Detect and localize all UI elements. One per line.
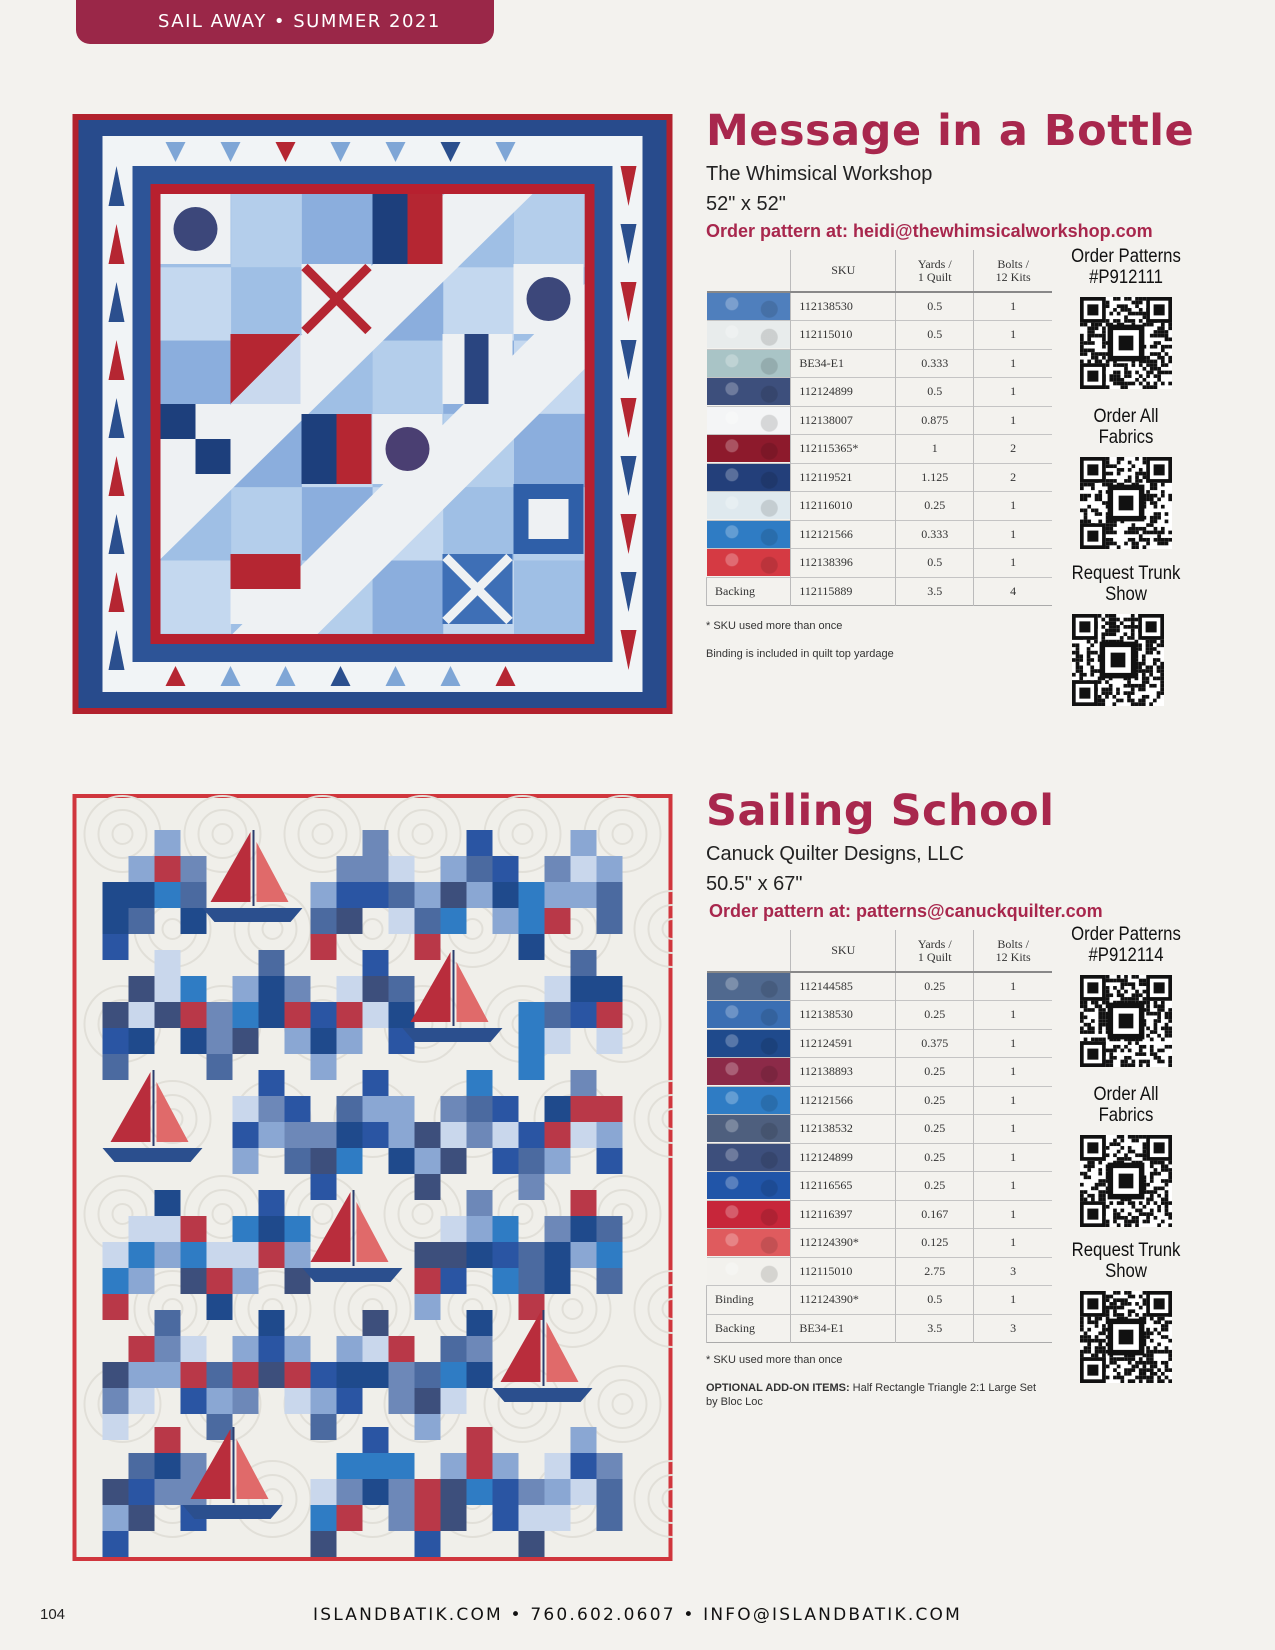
order-fabrics-qr-icon[interactable] [1080,457,1172,549]
bolts-cell: 1 [974,1115,1052,1144]
bolts-cell: 1 [974,1200,1052,1229]
pattern-size: 50.5" x 67" [706,873,803,895]
bolts-cell: 1 [974,1143,1052,1172]
table-note: OPTIONAL ADD-ON ITEMS: Half Rectangle Triangle 2:1 Large Set [706,1382,1037,1394]
fabric-swatch [707,1058,791,1087]
table-row [707,1286,1053,1315]
table-row [707,520,1053,549]
yards-cell: 0.25 [896,972,974,1001]
fabric-swatch [707,463,791,492]
swatch-header [707,250,791,292]
yards-cell: 0.25 [896,1001,974,1030]
table-note: Binding is included in quilt top yardage [706,648,894,660]
bolts-cell: 1 [974,406,1052,435]
sku-cell: 112121566 [791,1086,896,1115]
table-row [707,492,1053,521]
table-row [707,406,1053,435]
order-patterns-label[interactable]: Order Patterns #P912111 [1071,246,1181,288]
fabric-swatch [707,378,791,407]
sku-cell: 112124899 [791,378,896,407]
fabric-swatch [707,292,791,321]
row-label: Backing [707,1314,791,1343]
sku-cell: 112115889 [791,577,896,606]
table-row [707,321,1053,350]
yards-cell: 0.875 [896,406,974,435]
bolts-cell: 1 [974,1172,1052,1201]
sku-cell: 112124390* [791,1286,896,1315]
sku-header: SKU [791,250,896,292]
bolts-cell: 4 [974,577,1052,606]
table-row [707,435,1053,464]
fabric-swatch [707,1086,791,1115]
trunk-show-qr-icon[interactable] [1072,614,1164,706]
table-row [707,577,1053,606]
order-pattern-link[interactable]: Order pattern at: patterns@canuckquilter.com [709,901,1103,921]
sku-cell: 112138530 [791,292,896,321]
table-row [707,1029,1053,1058]
table-row [707,1229,1053,1258]
bolts-cell: 1 [974,1029,1052,1058]
yards-cell: 0.333 [896,349,974,378]
sku-cell: 112138532 [791,1115,896,1144]
bolts-cell: 1 [974,378,1052,407]
table-row [707,1058,1053,1087]
row-label: Binding [707,1286,791,1315]
row-label: Backing [707,577,791,606]
order-patterns-label[interactable]: Order Patterns #P912114 [1071,924,1181,966]
yards-cell: 0.167 [896,1200,974,1229]
fabric-swatch [707,1172,791,1201]
sku-cell: 112121566 [791,520,896,549]
order-fabrics-label[interactable]: Order All Fabrics [1093,406,1159,448]
sku-cell: 112116397 [791,1200,896,1229]
trunk-show-qr-icon[interactable] [1080,1291,1172,1383]
yards-cell: 0.5 [896,378,974,407]
sku-cell: 112124591 [791,1029,896,1058]
yards-cell: 0.5 [896,321,974,350]
sku-cell: 112115365* [791,435,896,464]
sku-cell: 112144585 [791,972,896,1001]
fabric-swatch [707,1115,791,1144]
fabric-swatch [707,972,791,1001]
sku-cell: 112124899 [791,1143,896,1172]
yards-cell: 0.375 [896,1029,974,1058]
yards-cell: 0.25 [896,1086,974,1115]
fabric-swatch [707,1229,791,1258]
yards-cell: 0.5 [896,292,974,321]
pattern-size: 52" x 52" [706,193,786,215]
table-row [707,378,1053,407]
bolts-cell: 1 [974,520,1052,549]
table-row [707,549,1053,578]
header-tab [76,0,494,44]
fabric-swatch [707,549,791,578]
pattern-title: Sailing School [706,786,1055,836]
fabric-swatch [707,406,791,435]
fabric-swatch [707,1029,791,1058]
bolts-header: Bolts / 12 Kits [974,930,1052,972]
fabric-swatch [707,520,791,549]
sku-cell: 112138893 [791,1058,896,1087]
fabric-table [706,250,1052,606]
order-fabrics-qr-icon[interactable] [1080,1135,1172,1227]
pattern-designer: Canuck Quilter Designs, LLC [706,843,964,865]
swatch-header [707,930,791,972]
yards-cell: 0.25 [896,492,974,521]
table-row [707,1200,1053,1229]
yards-cell: 2.75 [896,1257,974,1286]
sku-cell: 112138396 [791,549,896,578]
yards-cell: 0.333 [896,520,974,549]
sku-cell: 112116010 [791,492,896,521]
fabric-swatch [707,492,791,521]
table-row [707,1314,1053,1343]
bolts-cell: 3 [974,1257,1052,1286]
table-row [707,1172,1053,1201]
bolts-cell: 1 [974,1001,1052,1030]
bolts-cell: 1 [974,549,1052,578]
bolts-cell: 1 [974,492,1052,521]
bolts-cell: 1 [974,1058,1052,1087]
yards-header: Yards / 1 Quilt [896,250,974,292]
table-row [707,1115,1053,1144]
bolts-header: Bolts / 12 Kits [974,250,1052,292]
pattern-designer: The Whimsical Workshop [706,163,933,185]
yards-cell: 1.125 [896,463,974,492]
order-pattern-link[interactable]: Order pattern at: heidi@thewhimsicalworkshop.com [706,221,1153,241]
fabric-swatch [707,1257,791,1286]
table-row [707,1001,1053,1030]
bolts-cell: 2 [974,435,1052,464]
table-note: by Bloc Loc [706,1396,763,1408]
fabric-table [706,930,1052,1343]
sku-cell: 112138007 [791,406,896,435]
bolts-cell: 3 [974,1314,1052,1343]
bolts-cell: 1 [974,1229,1052,1258]
pattern-title: Message in a Bottle [706,106,1195,156]
bolts-cell: 1 [974,972,1052,1001]
table-note: * SKU used more than once [706,620,843,632]
table-row [707,463,1053,492]
quilt-photo-sailing-school [72,794,673,1561]
order-patterns-qr-icon[interactable] [1080,297,1172,389]
yards-cell: 1 [896,435,974,464]
sku-cell: BE34-E1 [791,349,896,378]
yards-cell: 0.25 [896,1115,974,1144]
fabric-swatch [707,435,791,464]
fabric-swatch [707,1001,791,1030]
bolts-cell: 1 [974,349,1052,378]
table-row [707,1143,1053,1172]
bolts-cell: 1 [974,1286,1052,1315]
bolts-cell: 1 [974,1086,1052,1115]
table-row [707,292,1053,321]
sku-cell: 112115010 [791,1257,896,1286]
bolts-cell: 1 [974,292,1052,321]
sku-header: SKU [791,930,896,972]
table-row [707,1257,1053,1286]
table-note: * SKU used more than once [706,1354,843,1366]
header-label: SAIL AWAY • SUMMER 2021 [158,11,441,32]
fabric-swatch [707,1200,791,1229]
sku-cell: 112119521 [791,463,896,492]
yards-cell: 3.5 [896,1314,974,1343]
yards-cell: 0.5 [896,1286,974,1315]
yards-cell: 0.25 [896,1143,974,1172]
sku-cell: 112116565 [791,1172,896,1201]
bolts-cell: 1 [974,321,1052,350]
yards-cell: 0.25 [896,1172,974,1201]
page-number: 104 [40,1606,66,1623]
fabric-swatch [707,321,791,350]
yards-cell: 3.5 [896,577,974,606]
sku-cell: BE34-E1 [791,1314,896,1343]
table-row [707,972,1053,1001]
fabric-swatch [707,349,791,378]
order-patterns-qr-icon[interactable] [1080,975,1172,1067]
yards-cell: 0.5 [896,549,974,578]
yards-cell: 0.25 [896,1058,974,1087]
yards-header: Yards / 1 Quilt [896,930,974,972]
footer-contact: ISLANDBATIK.COM • 760.602.0607 • INFO@ISLANDBATIK.COM [312,1605,962,1625]
yards-cell: 0.125 [896,1229,974,1258]
trunk-show-label[interactable]: Request Trunk Show [1071,563,1181,605]
order-fabrics-label[interactable]: Order All Fabrics [1093,1084,1159,1126]
sku-cell: 112115010 [791,321,896,350]
fabric-swatch [707,1143,791,1172]
sku-cell: 112138530 [791,1001,896,1030]
table-row [707,1086,1053,1115]
table-row [707,349,1053,378]
sku-cell: 112124390* [791,1229,896,1258]
bolts-cell: 2 [974,463,1052,492]
trunk-show-label[interactable]: Request Trunk Show [1071,1240,1181,1282]
quilt-photo-message-in-a-bottle [72,114,673,714]
